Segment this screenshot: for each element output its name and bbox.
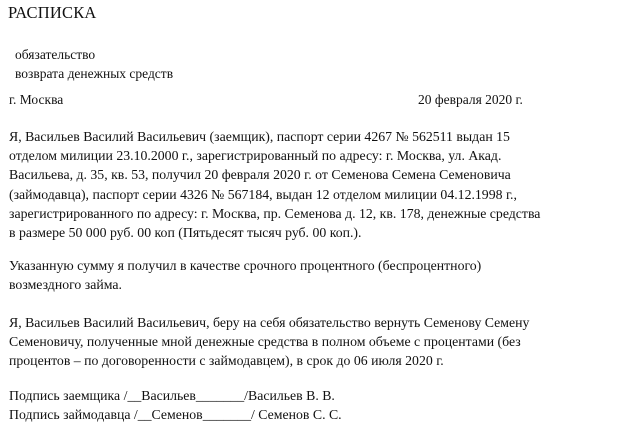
paragraph-line: в размере 50 000 руб. 00 коп (Пятьдесят тысяч руб. 00 коп.). <box>9 225 362 241</box>
paragraph-line: зарегистрированного по адресу: г. Москва, пр. Семенова д. 12, кв. 178, денежные средства <box>9 205 541 221</box>
paragraph-line: процентов – по договоренности с займодавцем), в срок до 06 июля 2020 г. <box>9 353 444 369</box>
document-subtitle <box>15 45 173 83</box>
document-title: РАСПИСКА <box>8 3 97 22</box>
document-date: 20 февраля 2020 г. <box>418 92 523 107</box>
paragraph-line: Я, Васильев Василий Васильевич, беру на себя обязательство вернуть Семенову Семену <box>9 315 530 330</box>
paragraph-line: (займодавца), паспорт серии 4326 № 567184, выдан 12 отделом милиции 04.12.1998 г., <box>9 186 517 202</box>
paragraph-loan-details <box>9 127 540 242</box>
paragraph-line: Я, Васильев Василий Васильевич (заемщик), паспорт серии 4267 № 562511 выдан 15 <box>9 129 510 144</box>
lender-signature-line: Подпись займодавца /__Семенов_______/ Семенов С. С. <box>9 407 342 423</box>
subtitle-line: возврата денежных средств <box>15 66 174 81</box>
paragraph-obligation <box>9 313 529 371</box>
document-city: г. Москва <box>9 92 64 107</box>
borrower-signature-line: Подпись заемщика /__Васильев_______/Васильев В. В. <box>9 388 335 403</box>
subtitle-line: обязательство <box>15 47 96 62</box>
signatures-block <box>9 386 342 424</box>
paragraph-line: возмездного займа. <box>9 277 122 293</box>
paragraph-line: отделом милиции 23.10.2000 г., зарегистрированный по адресу: г. Москва, ул. Акад. <box>9 148 502 164</box>
paragraph-line: Указанную сумму я получил в качестве срочного процентного (беспроцентного) <box>9 258 482 273</box>
paragraph-line: Семеновичу, полученные мной денежные средства в полном объеме с процентами (без <box>9 334 521 350</box>
paragraph-loan-type <box>9 256 481 294</box>
paragraph-line: Васильева, д. 35, кв. 53, получил 20 февраля 2020 г. от Семенова Семена Семеновича <box>9 167 511 183</box>
